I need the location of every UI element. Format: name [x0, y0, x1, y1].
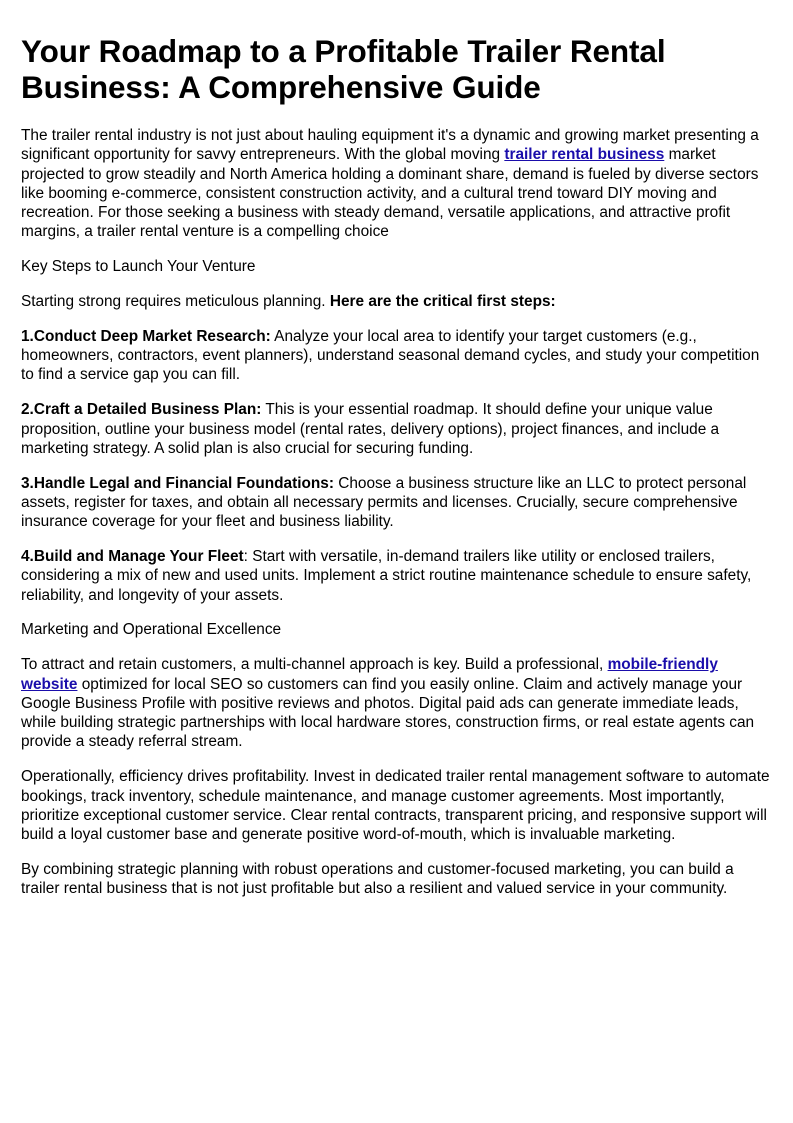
section-heading-launch: Key Steps to Launch Your Venture [21, 258, 256, 276]
steps-intro [21, 292, 773, 311]
intro-paragraph [21, 126, 773, 242]
step-body: : Start with versatile, in-demand trailers like utility or enclosed trailers, considering a mix of new and used units. Implement a strict routine maintenance schedule to ensure safety, reliability, and longevity of your assets. [21, 548, 752, 604]
step-item [21, 400, 773, 458]
step-body: This is your essential roadmap. It should define your unique value proposition, outline your business model (rental rates, delivery options), project finances, and include a marketing strategy. A solid plan is also crucial for securing funding. [21, 401, 720, 457]
section-heading-marketing: Marketing and Operational Excellence [21, 621, 282, 639]
marketing-paragraph [21, 655, 773, 751]
step-body: Choose a business structure like an LLC to protect personal assets, register for taxes, and obtain all necessary permits and licenses. Crucially, secure comprehensive insurance coverage for your fleet and business liability. [21, 474, 747, 531]
step-title: 1.Conduct Deep Market Research: [21, 327, 271, 345]
trailer-rental-business-link[interactable]: trailer rental business [504, 146, 665, 164]
conclusion-paragraph: By combining strategic planning with robust operations and customer-focused marketing, you can build a trailer rental business that is not just profitable but also a resilient and valued service in your community. [21, 860, 734, 898]
step-item [21, 547, 773, 605]
step-title: 2.Craft a Detailed Business Plan: [21, 401, 262, 419]
mobile-friendly-website-link[interactable]: mobile-friendly website [21, 656, 718, 693]
step-item [21, 474, 773, 532]
steps-intro-bold: Here are the critical first steps: [329, 293, 556, 311]
step-item [21, 327, 773, 385]
marketing-text-after: optimized for local SEO so customers can find you easily online. Claim and actively manage your Google Business Profile with positive reviews and photos. Digital paid ads can generate immediate leads, while building strategic partnerships with local hardware stores, construction firms, or real estate agents can provide a steady referral stream. [21, 675, 755, 751]
step-title: 3.Handle Legal and Financial Foundations: [21, 474, 334, 492]
marketing-text-before: To attract and retain customers, a multi-channel approach is key. Build a professional, [21, 656, 608, 674]
operations-paragraph: Operationally, efficiency drives profitability. Invest in dedicated trailer rental management software to automate bookings, track inventory, schedule maintenance, and manage customer agreements. Most importantly, prioritize exceptional customer service. Clear rental contracts, transparent pricing, and responsive support will build a loyal customer base and generate positive word-of-mouth, which is invaluable marketing. [21, 768, 770, 844]
intro-text-before: The trailer rental industry is not just about hauling equipment it's a dynamic and growing market presenting a significant opportunity for savvy entrepreneurs. With the global moving [21, 127, 759, 164]
intro-text-after: market projected to grow steadily and North America holding a dominant share, demand is fueled by diverse sectors like booming e-commerce, consistent construction activity, and a cultural trend toward DIY moving and recreation. For those seeking a business with steady demand, versatile applications, and attractive profit margins, a trailer rental venture is a compelling choice [21, 146, 759, 241]
page-title: Your Roadmap to a Profitable Trailer Rental Business: A Comprehensive Guide [21, 33, 666, 105]
step-title: 4.Build and Manage Your Fleet [21, 548, 244, 566]
step-body: Analyze your local area to identify your target customers (e.g., homeowners, contractors, event planners), understand seasonal demand cycles, and study your competition to find a service gap you can fill. [21, 327, 760, 384]
steps-intro-text: Starting strong requires meticulous planning. [21, 293, 330, 311]
